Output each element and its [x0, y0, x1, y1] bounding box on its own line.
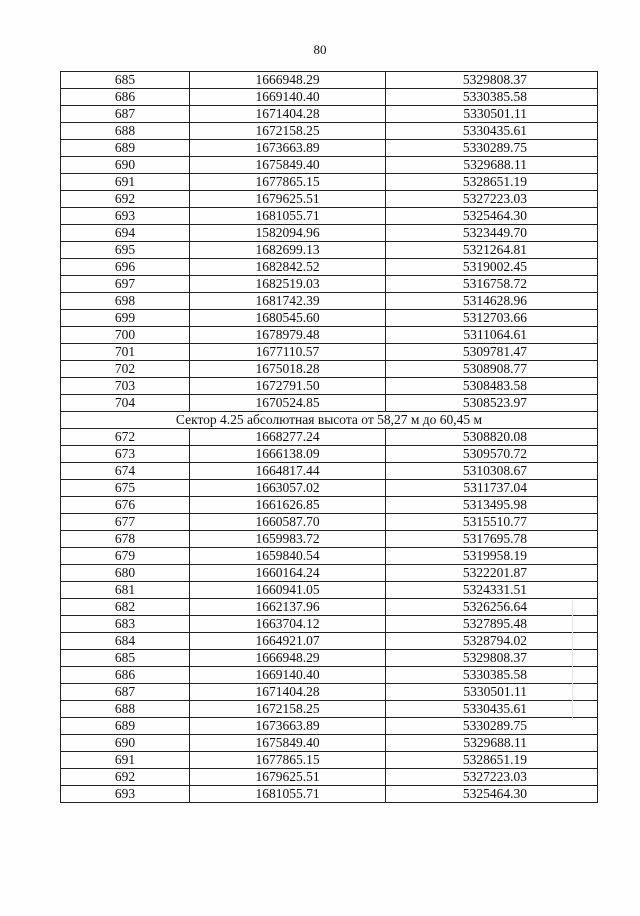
- table-row: [61, 599, 598, 616]
- point-number-cell: 691: [61, 752, 190, 769]
- y-coordinate-cell: 5315510.77: [386, 514, 598, 531]
- table-row: [61, 361, 598, 378]
- y-coordinate-cell: 5330289.75: [386, 718, 598, 735]
- x-coordinate-cell: 1663057.02: [190, 480, 386, 497]
- y-coordinate-cell: 5319002.45: [386, 259, 598, 276]
- point-number-cell: 688: [61, 701, 190, 718]
- point-number-cell: 683: [61, 616, 190, 633]
- table-row: [61, 89, 598, 106]
- point-number-cell: 691: [61, 174, 190, 191]
- y-coordinate-cell: 5308820.08: [386, 429, 598, 446]
- y-coordinate-cell: 5330501.11: [386, 684, 598, 701]
- table-row: [61, 259, 598, 276]
- y-coordinate-cell: 5327223.03: [386, 769, 598, 786]
- point-number-cell: 680: [61, 565, 190, 582]
- table-row: [61, 276, 598, 293]
- point-number-cell: 674: [61, 463, 190, 480]
- point-number-cell: 676: [61, 497, 190, 514]
- table-row: [61, 208, 598, 225]
- point-number-cell: 678: [61, 531, 190, 548]
- y-coordinate-cell: 5313495.98: [386, 497, 598, 514]
- point-number-cell: 697: [61, 276, 190, 293]
- x-coordinate-cell: 1682519.03: [190, 276, 386, 293]
- table-row: [61, 463, 598, 480]
- point-number-cell: 702: [61, 361, 190, 378]
- x-coordinate-cell: 1680545.60: [190, 310, 386, 327]
- y-coordinate-cell: 5317695.78: [386, 531, 598, 548]
- point-number-cell: 689: [61, 140, 190, 157]
- x-coordinate-cell: 1660941.05: [190, 582, 386, 599]
- y-coordinate-cell: 5328794.02: [386, 633, 598, 650]
- x-coordinate-cell: 1670524.85: [190, 395, 386, 412]
- y-coordinate-cell: 5328651.19: [386, 752, 598, 769]
- x-coordinate-cell: 1671404.28: [190, 684, 386, 701]
- y-coordinate-cell: 5330435.61: [386, 123, 598, 140]
- table-row: [61, 735, 598, 752]
- point-number-cell: 700: [61, 327, 190, 344]
- table-row: [61, 225, 598, 242]
- table-row: [61, 344, 598, 361]
- section-heading: Сектор 4.25 абсолютная высота от 58,27 м до 60,45 м: [61, 412, 598, 429]
- table-row: [61, 446, 598, 463]
- table-row: [61, 174, 598, 191]
- table-row: [61, 480, 598, 497]
- point-number-cell: 685: [61, 650, 190, 667]
- scan-artifact: [572, 600, 573, 720]
- y-coordinate-cell: 5316758.72: [386, 276, 598, 293]
- coordinates-table: [60, 71, 598, 803]
- y-coordinate-cell: 5330289.75: [386, 140, 598, 157]
- x-coordinate-cell: 1666948.29: [190, 72, 386, 89]
- point-number-cell: 681: [61, 582, 190, 599]
- y-coordinate-cell: 5330385.58: [386, 667, 598, 684]
- y-coordinate-cell: 5309570.72: [386, 446, 598, 463]
- x-coordinate-cell: 1672791.50: [190, 378, 386, 395]
- table-row: [61, 650, 598, 667]
- y-coordinate-cell: 5308523.97: [386, 395, 598, 412]
- point-number-cell: 698: [61, 293, 190, 310]
- table-row: [61, 565, 598, 582]
- y-coordinate-cell: 5312703.66: [386, 310, 598, 327]
- point-number-cell: 682: [61, 599, 190, 616]
- point-number-cell: 688: [61, 123, 190, 140]
- x-coordinate-cell: 1666138.09: [190, 446, 386, 463]
- point-number-cell: 693: [61, 786, 190, 803]
- x-coordinate-cell: 1664921.07: [190, 633, 386, 650]
- table-row: [61, 684, 598, 701]
- y-coordinate-cell: 5311737.04: [386, 480, 598, 497]
- table-row: [61, 497, 598, 514]
- point-number-cell: 692: [61, 191, 190, 208]
- x-coordinate-cell: 1663704.12: [190, 616, 386, 633]
- point-number-cell: 672: [61, 429, 190, 446]
- point-number-cell: 687: [61, 684, 190, 701]
- table-row: [61, 191, 598, 208]
- table-row: [61, 752, 598, 769]
- x-coordinate-cell: 1672158.25: [190, 701, 386, 718]
- table-row: [61, 157, 598, 174]
- x-coordinate-cell: 1682842.52: [190, 259, 386, 276]
- section-heading-row: [61, 412, 598, 429]
- table-row: [61, 633, 598, 650]
- x-coordinate-cell: 1675018.28: [190, 361, 386, 378]
- x-coordinate-cell: 1681055.71: [190, 208, 386, 225]
- table-row: [61, 242, 598, 259]
- x-coordinate-cell: 1659840.54: [190, 548, 386, 565]
- x-coordinate-cell: 1681742.39: [190, 293, 386, 310]
- point-number-cell: 686: [61, 667, 190, 684]
- table-row: [61, 531, 598, 548]
- x-coordinate-cell: 1673663.89: [190, 140, 386, 157]
- point-number-cell: 699: [61, 310, 190, 327]
- x-coordinate-cell: 1668277.24: [190, 429, 386, 446]
- point-number-cell: 704: [61, 395, 190, 412]
- y-coordinate-cell: 5329688.11: [386, 735, 598, 752]
- point-number-cell: 692: [61, 769, 190, 786]
- y-coordinate-cell: 5309781.47: [386, 344, 598, 361]
- y-coordinate-cell: 5328651.19: [386, 174, 598, 191]
- x-coordinate-cell: 1678979.48: [190, 327, 386, 344]
- point-number-cell: 695: [61, 242, 190, 259]
- y-coordinate-cell: 5326256.64: [386, 599, 598, 616]
- y-coordinate-cell: 5314628.96: [386, 293, 598, 310]
- y-coordinate-cell: 5311064.61: [386, 327, 598, 344]
- y-coordinate-cell: 5308908.77: [386, 361, 598, 378]
- y-coordinate-cell: 5330501.11: [386, 106, 598, 123]
- y-coordinate-cell: 5325464.30: [386, 786, 598, 803]
- point-number-cell: 689: [61, 718, 190, 735]
- table-row: [61, 429, 598, 446]
- x-coordinate-cell: 1675849.40: [190, 157, 386, 174]
- y-coordinate-cell: 5330435.61: [386, 701, 598, 718]
- x-coordinate-cell: 1679625.51: [190, 769, 386, 786]
- table-row: [61, 769, 598, 786]
- x-coordinate-cell: 1675849.40: [190, 735, 386, 752]
- y-coordinate-cell: 5308483.58: [386, 378, 598, 395]
- x-coordinate-cell: 1677865.15: [190, 752, 386, 769]
- point-number-cell: 690: [61, 157, 190, 174]
- x-coordinate-cell: 1664817.44: [190, 463, 386, 480]
- y-coordinate-cell: 5324331.51: [386, 582, 598, 599]
- y-coordinate-cell: 5325464.30: [386, 208, 598, 225]
- point-number-cell: 685: [61, 72, 190, 89]
- x-coordinate-cell: 1672158.25: [190, 123, 386, 140]
- table-row: [61, 106, 598, 123]
- y-coordinate-cell: 5319958.19: [386, 548, 598, 565]
- table-row: [61, 786, 598, 803]
- y-coordinate-cell: 5323449.70: [386, 225, 598, 242]
- table-row: [61, 293, 598, 310]
- point-number-cell: 686: [61, 89, 190, 106]
- x-coordinate-cell: 1669140.40: [190, 667, 386, 684]
- y-coordinate-cell: 5329808.37: [386, 72, 598, 89]
- x-coordinate-cell: 1669140.40: [190, 89, 386, 106]
- x-coordinate-cell: 1679625.51: [190, 191, 386, 208]
- table-row: [61, 548, 598, 565]
- x-coordinate-cell: 1660587.70: [190, 514, 386, 531]
- point-number-cell: 693: [61, 208, 190, 225]
- table-row: [61, 616, 598, 633]
- table-row: [61, 718, 598, 735]
- x-coordinate-cell: 1677865.15: [190, 174, 386, 191]
- table-row: [61, 701, 598, 718]
- x-coordinate-cell: 1666948.29: [190, 650, 386, 667]
- table-row: [61, 140, 598, 157]
- table-row: [61, 378, 598, 395]
- x-coordinate-cell: 1673663.89: [190, 718, 386, 735]
- point-number-cell: 677: [61, 514, 190, 531]
- section-heading-body: [61, 412, 598, 429]
- y-coordinate-cell: 5330385.58: [386, 89, 598, 106]
- table-row: [61, 72, 598, 89]
- table-row: [61, 667, 598, 684]
- table-row: [61, 514, 598, 531]
- table-body-part1: [61, 72, 598, 412]
- y-coordinate-cell: 5329808.37: [386, 650, 598, 667]
- point-number-cell: 673: [61, 446, 190, 463]
- y-coordinate-cell: 5329688.11: [386, 157, 598, 174]
- x-coordinate-cell: 1660164.24: [190, 565, 386, 582]
- table-row: [61, 310, 598, 327]
- y-coordinate-cell: 5321264.81: [386, 242, 598, 259]
- y-coordinate-cell: 5327223.03: [386, 191, 598, 208]
- point-number-cell: 703: [61, 378, 190, 395]
- point-number-cell: 690: [61, 735, 190, 752]
- point-number-cell: 675: [61, 480, 190, 497]
- table-row: [61, 582, 598, 599]
- table-row: [61, 327, 598, 344]
- y-coordinate-cell: 5322201.87: [386, 565, 598, 582]
- x-coordinate-cell: 1661626.85: [190, 497, 386, 514]
- x-coordinate-cell: 1681055.71: [190, 786, 386, 803]
- table-row: [61, 123, 598, 140]
- point-number-cell: 694: [61, 225, 190, 242]
- table-body-part2: [61, 429, 598, 803]
- x-coordinate-cell: 1671404.28: [190, 106, 386, 123]
- point-number-cell: 696: [61, 259, 190, 276]
- point-number-cell: 701: [61, 344, 190, 361]
- x-coordinate-cell: 1582094.96: [190, 225, 386, 242]
- y-coordinate-cell: 5327895.48: [386, 616, 598, 633]
- y-coordinate-cell: 5310308.67: [386, 463, 598, 480]
- x-coordinate-cell: 1682699.13: [190, 242, 386, 259]
- point-number-cell: 679: [61, 548, 190, 565]
- x-coordinate-cell: 1677110.57: [190, 344, 386, 361]
- x-coordinate-cell: 1662137.96: [190, 599, 386, 616]
- x-coordinate-cell: 1659983.72: [190, 531, 386, 548]
- point-number-cell: 684: [61, 633, 190, 650]
- point-number-cell: 687: [61, 106, 190, 123]
- table-row: [61, 395, 598, 412]
- page-number: 80: [313, 42, 327, 57]
